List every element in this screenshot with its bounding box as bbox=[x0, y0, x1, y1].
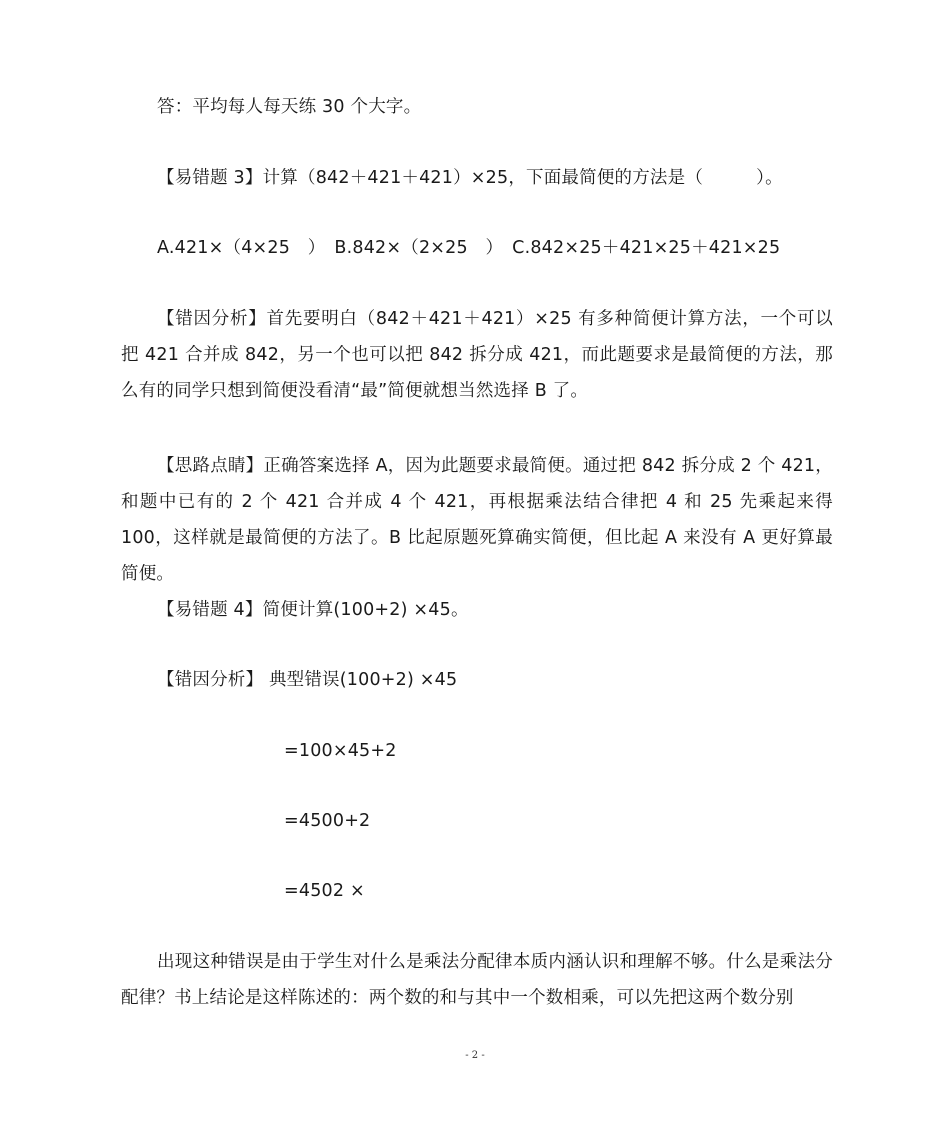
explanation-paragraph: 出现这种错误是由于学生对什么是乘法分配律本质内涵认识和理解不够。什么是乘法分配律？书上结论是这样陈述的：两个数的和与其中一个数相乘，可以先把这两个数分别 bbox=[121, 952, 833, 1008]
page-number: - 2 - bbox=[465, 1050, 485, 1061]
calc-step-2: =4500+2 bbox=[284, 811, 371, 831]
error-analysis-4-line: 【错因分析】 典型错误(100+2) ×45 bbox=[157, 670, 458, 690]
problem-4-heading: 【易错题 4】简便计算(100+2) ×45。 bbox=[157, 600, 469, 620]
error-analysis-3-paragraph: 【错因分析】首先要明白（842＋421＋421）×25 有多种简便计算方法，一个可以把 421 合并成 842，另一个也可以把 842 拆分成 421，而此题要求是最简便的方法，那么有的同学只想到简便没看清“最”简便就想当然选择 B 了。 bbox=[121, 309, 833, 401]
thinking-3-paragraph: 【思路点睛】正确答案选择 A，因为此题要求最简便。通过把 842 拆分成 2 个 421，和题中已有的 2 个 421 合并成 4 个 421，再根据乘法结合律把 4 和 25 先乘起来得 100，这样就是最简便的方法了。B 比起原题死算确实简便，但比起 A 来没有 A 更好算最简便。 bbox=[121, 456, 833, 584]
calc-step-3: =4502 × bbox=[284, 881, 365, 901]
answer-line: 答：平均每人每天练 30 个大字。 bbox=[157, 97, 422, 117]
problem-3-heading: 【易错题 3】计算（842＋421＋421）×25，下面最简便的方法是（ ）。 bbox=[157, 168, 783, 188]
calc-step-1: =100×45+2 bbox=[284, 741, 397, 761]
problem-3-options: A.421×（4×25 ） B.842×（2×25 ） C.842×25＋421×25＋421×25 bbox=[157, 238, 781, 258]
